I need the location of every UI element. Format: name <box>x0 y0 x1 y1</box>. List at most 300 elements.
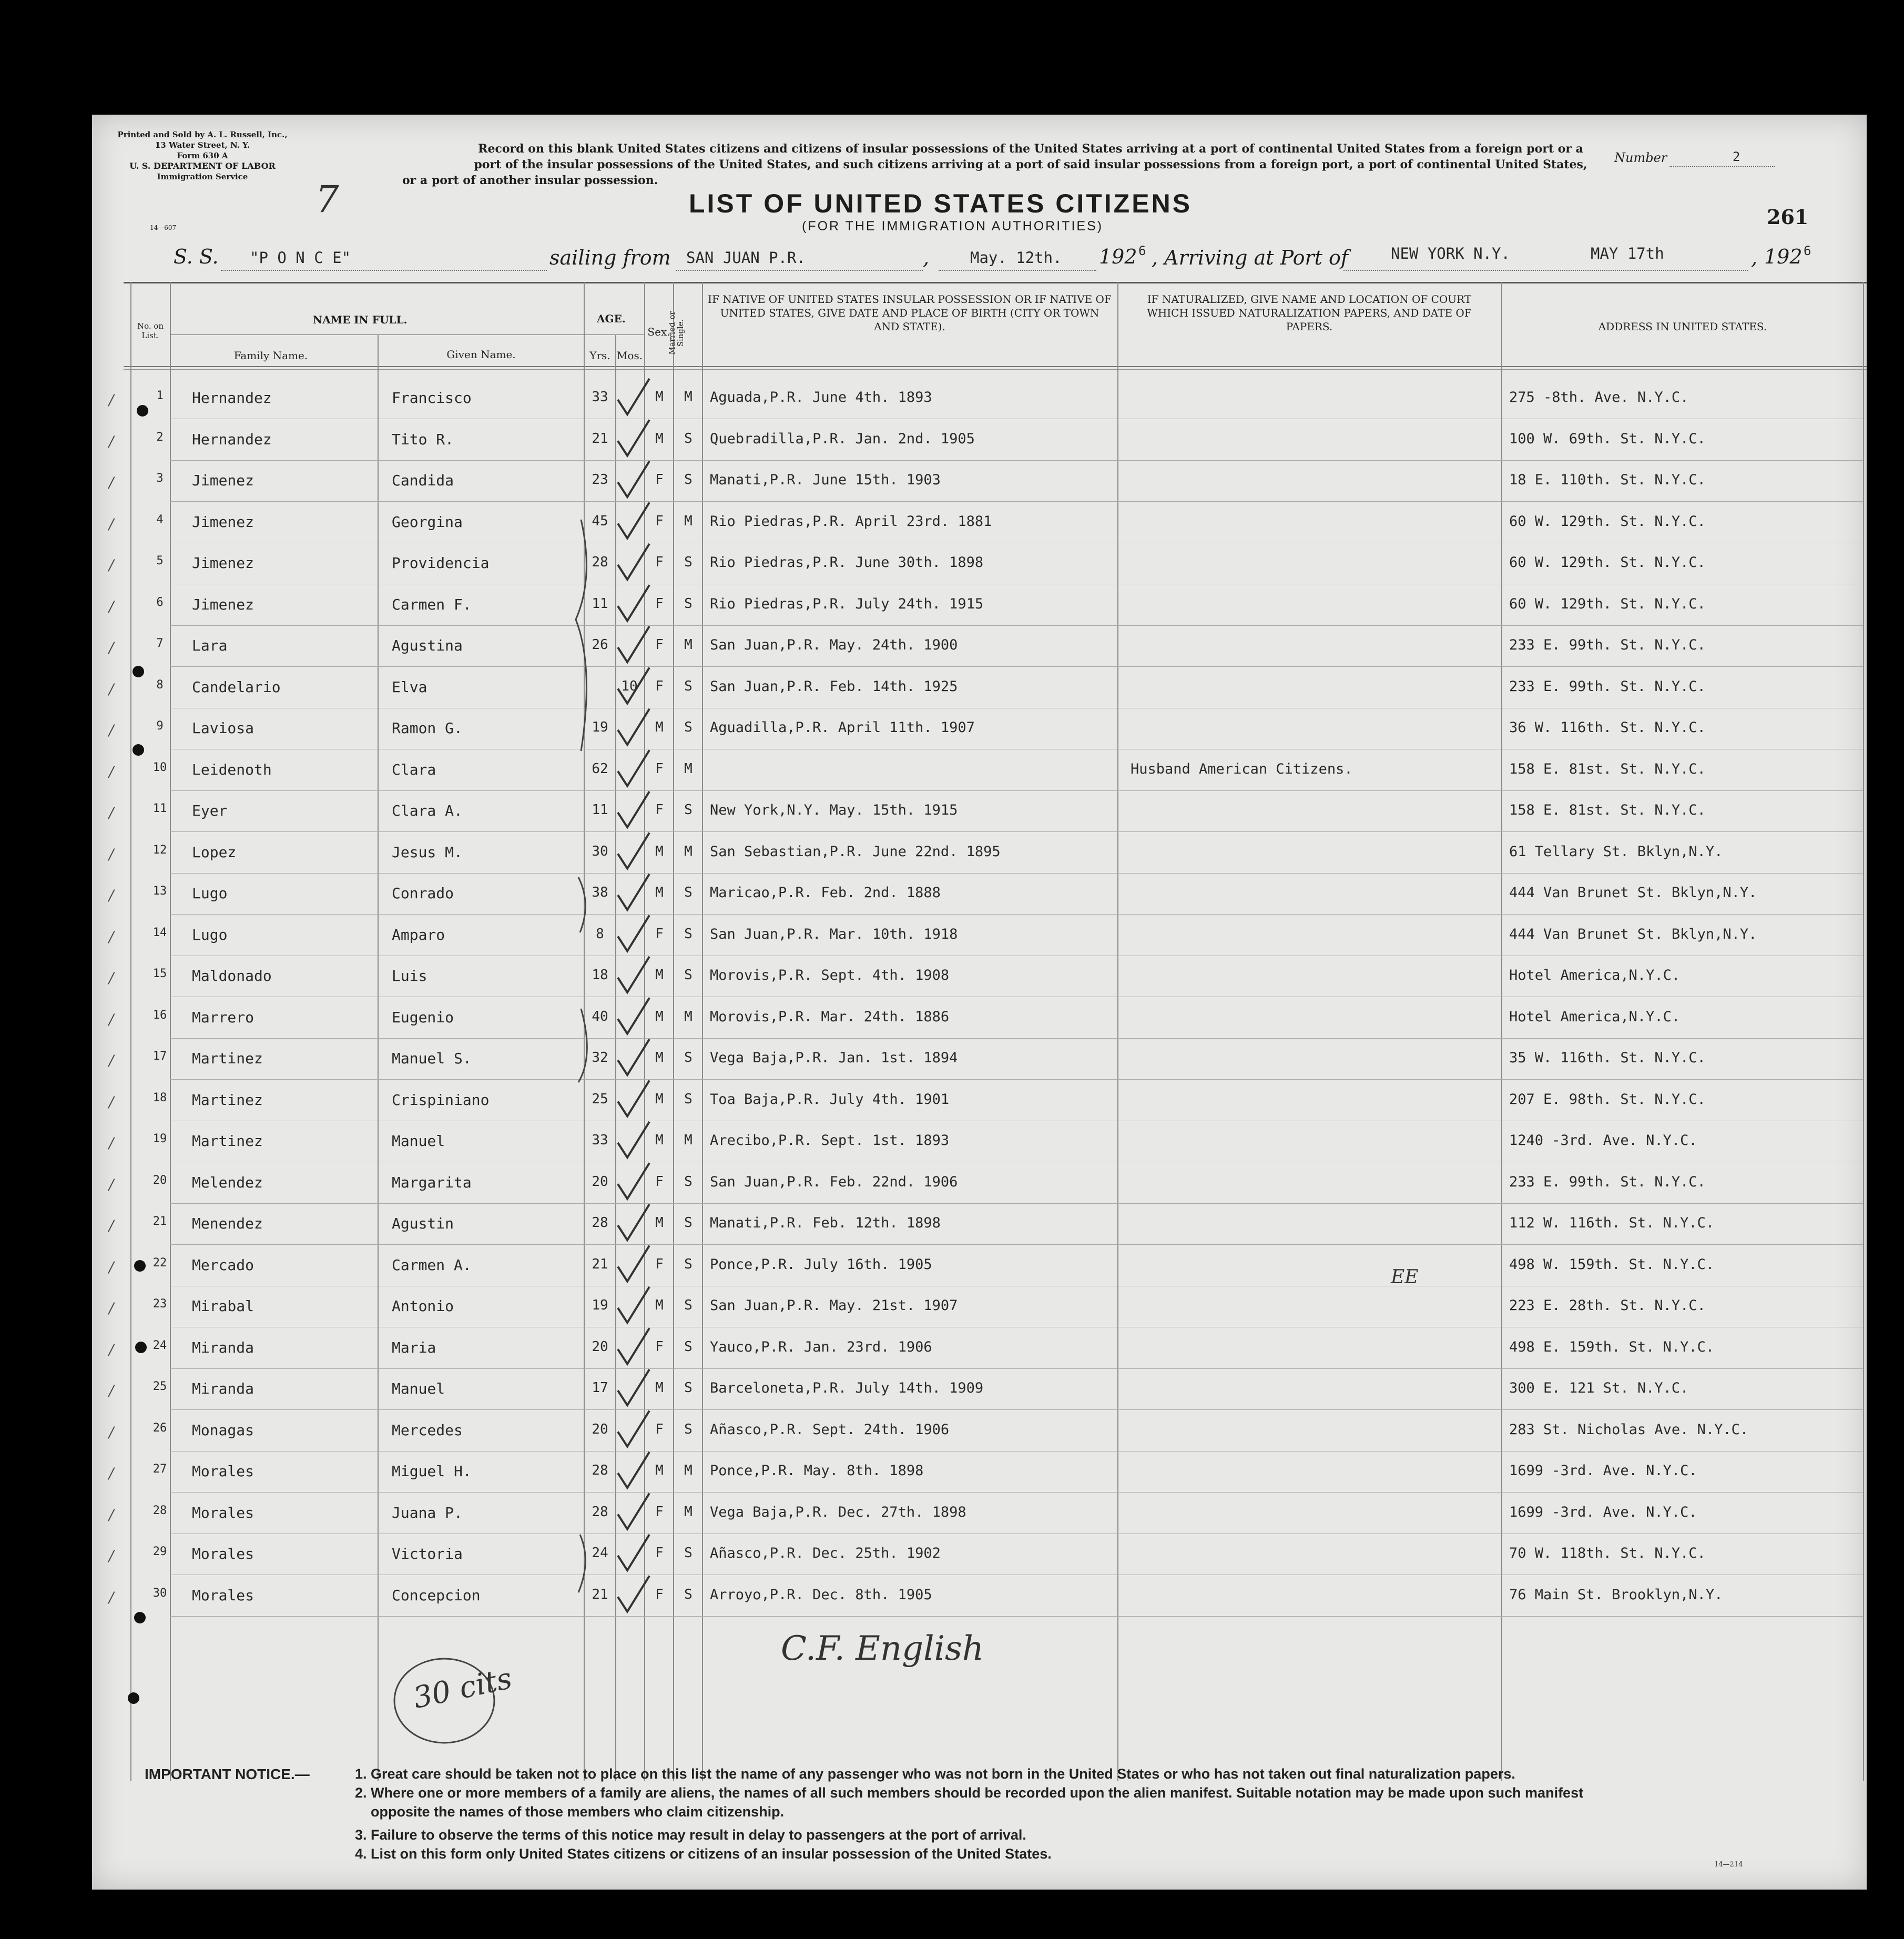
marital-status: M <box>684 1132 693 1148</box>
row-tick-mark: / <box>109 969 114 987</box>
manifest-page <box>92 115 1867 1890</box>
sex: F <box>655 1586 664 1602</box>
notice-label: IMPORTANT NOTICE.— <box>145 1766 310 1782</box>
sex: M <box>655 885 664 900</box>
sex: F <box>655 926 664 942</box>
printer-line: Printed and Sold by A. L. Russell, Inc., <box>117 130 288 139</box>
row-number: 19 <box>152 1132 167 1145</box>
birth-place-date: Rio Piedras,P.R. April 23rd. 1881 <box>710 513 992 530</box>
row-number: 10 <box>152 760 167 774</box>
family-name: Morales <box>192 1586 254 1604</box>
row-tick-mark: / <box>109 680 114 698</box>
birth-place-date: San Juan,P.R. Feb. 22nd. 1906 <box>710 1173 958 1190</box>
us-address: 444 Van Brunet St. Bklyn,N.Y. <box>1509 885 1757 901</box>
given-name: Clara <box>392 760 436 778</box>
age-years: 28 <box>592 1504 608 1520</box>
us-address: 1699 -3rd. Ave. N.Y.C. <box>1509 1463 1697 1479</box>
us-address: 158 E. 81st. St. N.Y.C. <box>1509 760 1706 777</box>
given-name: Crispiniano <box>392 1091 490 1109</box>
sex: M <box>655 1091 664 1107</box>
age-years: 24 <box>592 1545 608 1561</box>
sex: F <box>655 760 664 777</box>
us-address: 498 W. 159th. St. N.Y.C. <box>1509 1256 1715 1273</box>
row-tick-mark: / <box>109 1382 114 1399</box>
bracket-mark <box>578 1535 585 1592</box>
birth-place-date: Rio Piedras,P.R. July 24th. 1915 <box>710 595 984 612</box>
family-name: Monagas <box>192 1421 254 1439</box>
check-mark <box>618 1328 649 1364</box>
sex: M <box>655 1008 664 1024</box>
family-name: Mirabal <box>192 1297 254 1315</box>
family-name: Mercado <box>192 1256 254 1274</box>
age-years: 25 <box>592 1091 608 1107</box>
row-tick-mark: / <box>109 1052 114 1069</box>
family-name: Lopez <box>192 843 237 861</box>
count-note: 30 cits <box>410 1661 515 1715</box>
row-tick-mark: / <box>109 1465 114 1482</box>
given-name: Conrado <box>392 885 454 902</box>
marital-status: M <box>684 389 693 405</box>
marital-status: S <box>684 719 693 735</box>
sex: F <box>655 1256 664 1272</box>
sex: F <box>655 1421 664 1437</box>
sex: F <box>655 513 664 529</box>
row-tick-mark: / <box>109 432 114 450</box>
sail-year-digit: 6 <box>1138 243 1146 258</box>
marital-status: M <box>684 843 693 859</box>
family-name: Jimenez <box>192 513 254 531</box>
page-number: 261 <box>1767 205 1809 229</box>
row-tick-mark: / <box>109 845 114 863</box>
row-number: 4 <box>156 513 164 526</box>
birth-place-date: San Juan,P.R. Mar. 10th. 1918 <box>710 926 958 942</box>
check-mark <box>618 916 649 951</box>
family-name: Martinez <box>192 1132 263 1150</box>
age-years: 20 <box>592 1338 608 1355</box>
given-name: Eugenio <box>392 1008 454 1026</box>
check-mark <box>618 957 649 992</box>
given-name: Carmen A. <box>392 1256 472 1274</box>
age-years: 45 <box>592 513 608 529</box>
row-number: 7 <box>156 637 164 650</box>
page-subtitle: (FOR THE IMMIGRATION AUTHORITIES) <box>802 219 1104 234</box>
given-name: Mercedes <box>392 1421 463 1439</box>
age-years: 62 <box>592 760 608 777</box>
row-number: 3 <box>156 472 164 485</box>
row-number: 6 <box>156 595 164 609</box>
us-address: 207 E. 98th. St. N.Y.C. <box>1509 1091 1706 1108</box>
family-name: Martinez <box>192 1091 263 1109</box>
check-mark <box>618 1122 649 1158</box>
us-address: 1699 -3rd. Ave. N.Y.C. <box>1509 1504 1697 1520</box>
number-value: 2 <box>1733 149 1740 164</box>
given-name: Georgina <box>392 513 463 531</box>
birth-place-date: Maricao,P.R. Feb. 2nd. 1888 <box>710 885 941 901</box>
check-mark <box>618 585 649 621</box>
row-tick-mark: / <box>109 804 114 821</box>
birth-place-date: Barceloneta,P.R. July 14th. 1909 <box>710 1380 984 1396</box>
check-marks <box>618 379 649 1612</box>
row-number: 2 <box>156 430 164 444</box>
birth-place-date: Morovis,P.R. Sept. 4th. 1908 <box>710 967 950 983</box>
check-mark <box>618 1039 649 1075</box>
check-mark <box>618 626 649 662</box>
family-name: Lugo <box>192 885 228 902</box>
marital-status: M <box>684 760 693 777</box>
header-family-name: Family Name. <box>233 349 308 362</box>
given-name: Maria <box>392 1338 436 1356</box>
family-name: Miranda <box>192 1338 254 1356</box>
marital-status: S <box>684 885 693 900</box>
sex: M <box>655 430 664 446</box>
check-mark <box>618 833 649 869</box>
given-name: Clara A. <box>392 802 463 819</box>
sex: F <box>655 637 664 653</box>
row-number: 29 <box>152 1545 167 1558</box>
row-number: 12 <box>152 843 167 857</box>
row-number: 27 <box>152 1463 167 1476</box>
row-number: 22 <box>152 1256 167 1270</box>
given-name: Agustin <box>392 1215 454 1232</box>
comma: , <box>923 246 930 269</box>
us-address: 223 E. 28th. St. N.Y.C. <box>1509 1297 1706 1314</box>
check-mark <box>618 1576 649 1612</box>
check-mark <box>618 1452 649 1488</box>
marital-status: S <box>684 1380 693 1396</box>
birth-place-date: San Juan,P.R. May. 21st. 1907 <box>710 1297 958 1314</box>
marital-status: S <box>684 1297 693 1313</box>
us-address: 60 W. 129th. St. N.Y.C. <box>1509 513 1706 530</box>
row-tick-mark: / <box>109 1588 114 1606</box>
birth-place-date: Vega Baja,P.R. Jan. 1st. 1894 <box>710 1050 958 1066</box>
row-tick-mark: / <box>109 1175 114 1193</box>
given-name: Antonio <box>392 1297 454 1315</box>
initials: EE <box>1391 1266 1419 1288</box>
marital-status: S <box>684 1091 693 1107</box>
sex: F <box>655 1173 664 1190</box>
sex: F <box>655 554 664 570</box>
birth-place-date: Toa Baja,P.R. July 4th. 1901 <box>710 1091 950 1108</box>
birth-place-date: Añasco,P.R. Dec. 25th. 1902 <box>710 1545 941 1561</box>
us-address: 70 W. 118th. St. N.Y.C. <box>1509 1545 1706 1561</box>
header-name-in-full: NAME IN FULL. <box>313 313 408 326</box>
arriving-label: , Arriving at Port of <box>1152 246 1348 269</box>
family-name: Eyer <box>192 802 228 819</box>
check-mark <box>618 1411 649 1447</box>
age-years: 21 <box>592 1256 608 1272</box>
sex: M <box>655 389 664 405</box>
us-address: 36 W. 116th. St. N.Y.C. <box>1509 719 1706 736</box>
marital-status: S <box>684 1173 693 1190</box>
header-address: ADDRESS IN UNITED STATES. <box>1598 320 1767 333</box>
sex: M <box>655 719 664 735</box>
family-name: Laviosa <box>192 719 254 737</box>
row-number: 26 <box>152 1421 167 1435</box>
row-number: 25 <box>152 1380 167 1393</box>
us-address: Hotel America,N.Y.C. <box>1509 967 1681 983</box>
row-number: 24 <box>152 1338 167 1352</box>
row-number: 9 <box>156 719 164 733</box>
comma: , <box>1751 246 1758 269</box>
binding-hole <box>133 666 144 677</box>
birth-place-date: Morovis,P.R. Mar. 24th. 1886 <box>710 1008 950 1025</box>
given-name: Carmen F. <box>392 595 472 613</box>
family-name: Jimenez <box>192 472 254 489</box>
family-name: Morales <box>192 1545 254 1562</box>
header-yrs: Yrs. <box>589 349 610 362</box>
marital-status: S <box>684 430 693 446</box>
check-mark <box>618 1204 649 1240</box>
given-name: Agustina <box>392 637 463 654</box>
row-number: 20 <box>152 1173 167 1187</box>
family-name: Marrero <box>192 1008 254 1026</box>
us-address: 158 E. 81st. St. N.Y.C. <box>1509 802 1706 818</box>
us-address: 1240 -3rd. Ave. N.Y.C. <box>1509 1132 1697 1149</box>
family-name: Menendez <box>192 1215 263 1232</box>
family-name: Candelario <box>192 678 281 696</box>
us-address: 35 W. 116th. St. N.Y.C. <box>1509 1050 1706 1066</box>
us-address: 233 E. 99th. St. N.Y.C. <box>1509 1173 1706 1190</box>
birth-place-date: Manati,P.R. Feb. 12th. 1898 <box>710 1215 941 1231</box>
sex: F <box>655 802 664 818</box>
check-mark <box>618 709 649 745</box>
row-tick-mark: / <box>109 1341 114 1358</box>
check-mark <box>618 1535 649 1570</box>
sex: M <box>655 1380 664 1396</box>
binding-hole <box>134 1260 146 1272</box>
us-address: 233 E. 99th. St. N.Y.C. <box>1509 678 1706 695</box>
family-name: Jimenez <box>192 554 254 572</box>
marital-status: S <box>684 678 693 694</box>
check-mark <box>618 1494 649 1529</box>
notice-item: opposite the names of those members who claim citizenship. <box>371 1804 785 1820</box>
marital-status: S <box>684 967 693 983</box>
age-years: 32 <box>592 1050 608 1065</box>
row-tick-mark: / <box>109 391 114 409</box>
row-number: 1 <box>156 389 164 402</box>
family-name: Morales <box>192 1463 254 1480</box>
us-address: 300 E. 121 St. N.Y.C. <box>1509 1380 1689 1396</box>
check-mark <box>618 874 649 910</box>
arrive-year-prefix: 192 <box>1764 245 1803 268</box>
age-years: 19 <box>592 719 608 735</box>
row-number: 18 <box>152 1091 167 1104</box>
given-name: Victoria <box>392 1545 463 1562</box>
row-tick-mark: / <box>109 763 114 780</box>
marital-status: S <box>684 554 693 570</box>
birth-place-date: Manati,P.R. June 15th. 1903 <box>710 472 941 488</box>
check-mark <box>618 544 649 580</box>
sex: F <box>655 595 664 612</box>
age-years: 33 <box>592 389 608 405</box>
family-name: Hernandez <box>192 430 272 448</box>
row-number: 15 <box>152 967 167 980</box>
sail-date: May. 12th. <box>970 249 1062 267</box>
check-mark <box>618 791 649 827</box>
marital-status: S <box>684 1050 693 1065</box>
birth-place-date: Aguada,P.R. June 4th. 1893 <box>710 389 932 405</box>
binding-hole <box>134 1612 146 1623</box>
given-name: Manuel <box>392 1380 445 1397</box>
handwritten-mark: 7 <box>315 178 339 221</box>
marital-status: S <box>684 1256 693 1272</box>
age-years: 38 <box>592 885 608 900</box>
us-address: 283 St. Nicholas Ave. N.Y.C. <box>1509 1421 1749 1438</box>
header-age: AGE. <box>597 312 626 325</box>
row-tick-mark: / <box>109 928 114 946</box>
check-mark <box>618 503 649 539</box>
row-number: 14 <box>152 926 167 939</box>
row-tick-mark: / <box>109 1093 114 1111</box>
header-naturalized: IF NATURALIZED, GIVE NAME AND LOCATION OF COURT WHICH ISSUED NATURALIZATION PAPERS, AND DATE OF PAPERS. <box>1147 293 1472 333</box>
handwriting-layer <box>92 115 1867 1890</box>
age-years: 11 <box>592 595 608 612</box>
sail-year-prefix: 192 <box>1099 245 1137 268</box>
instruction-line: Record on this blank United States citizens and citizens of insular possessions of the United States arriving at a port of continental United States from a foreign port or a <box>478 142 1583 156</box>
check-mark <box>618 1246 649 1282</box>
check-mark <box>618 1369 649 1405</box>
given-name: Manuel <box>392 1132 445 1150</box>
family-name: Melendez <box>192 1173 263 1191</box>
us-address: 60 W. 129th. St. N.Y.C. <box>1509 595 1706 612</box>
check-mark <box>618 998 649 1034</box>
sex: F <box>655 1338 664 1355</box>
sex: M <box>655 1215 664 1231</box>
row-tick-mark: / <box>109 639 114 656</box>
given-name: Elva <box>392 678 427 696</box>
row-number: 5 <box>156 554 164 567</box>
given-name: Juana P. <box>392 1504 463 1521</box>
naturalization: Husband American Citizens. <box>1131 760 1353 777</box>
given-name: Luis <box>392 967 427 984</box>
row-tick-mark: / <box>109 722 114 739</box>
birth-place-date: Quebradilla,P.R. Jan. 2nd. 1905 <box>710 430 975 447</box>
header-birth: IF NATIVE OF UNITED STATES INSULAR POSSESSION OR IF NATIVE OF UNITED STATES, GIVE DATE AND PLACE OF BIRTH (CITY OR TOWN AND STATE). <box>708 293 1112 333</box>
printer-line: Form 630 A <box>177 151 228 160</box>
family-name: Maldonado <box>192 967 272 984</box>
marital-status: S <box>684 1421 693 1437</box>
row-number: 8 <box>156 678 164 692</box>
printer-line: Immigration Service <box>157 172 248 181</box>
us-address: 60 W. 129th. St. N.Y.C. <box>1509 554 1706 571</box>
sailing-label: sailing from <box>549 246 671 269</box>
row-number: 13 <box>152 885 167 898</box>
birth-place-date: Ponce,P.R. July 16th. 1905 <box>710 1256 932 1273</box>
family-name: Morales <box>192 1504 254 1521</box>
header-married-single: Married or Single. <box>667 311 685 355</box>
header-given-name: Given Name. <box>446 348 516 361</box>
binding-hole <box>137 405 148 417</box>
marital-status: S <box>684 1586 693 1602</box>
birth-place-date: Arecibo,P.R. Sept. 1st. 1893 <box>710 1132 950 1149</box>
row-tick-mark: / <box>109 1134 114 1152</box>
age-years: 17 <box>592 1380 608 1396</box>
instruction-line: or a port of another insular possession. <box>402 174 658 187</box>
birth-place-date: San Juan,P.R. May. 24th. 1900 <box>710 637 958 653</box>
us-address: 275 -8th. Ave. N.Y.C. <box>1509 389 1689 405</box>
given-name: Candida <box>392 472 454 489</box>
family-name: Leidenoth <box>192 760 272 778</box>
to-port: NEW YORK N.Y. <box>1391 245 1510 262</box>
given-name: Francisco <box>392 389 472 407</box>
given-name: Margarita <box>392 1173 472 1191</box>
age-years: 28 <box>592 1463 608 1478</box>
row-tick-mark: / <box>109 556 114 574</box>
row-tick-mark: / <box>109 597 114 615</box>
sex: F <box>655 472 664 488</box>
header-sex: Sex. <box>647 326 670 338</box>
sex: F <box>655 1504 664 1520</box>
us-address: 76 Main St. Brooklyn,N.Y. <box>1509 1586 1723 1603</box>
row-tick-mark: / <box>109 1300 114 1317</box>
marital-status: S <box>684 472 693 488</box>
birth-place-date: San Juan,P.R. Feb. 14th. 1925 <box>710 678 958 695</box>
row-tick-mark: / <box>109 1506 114 1524</box>
marital-status: S <box>684 802 693 818</box>
number-label: Number <box>1614 150 1667 165</box>
row-tick-mark: / <box>109 887 114 904</box>
family-name: Martinez <box>192 1050 263 1067</box>
ss-label: S. S. <box>174 245 219 268</box>
age-years: 26 <box>592 637 608 653</box>
given-name: Miguel H. <box>392 1463 472 1480</box>
marital-status: S <box>684 1545 693 1561</box>
us-address: 18 E. 110th. St. N.Y.C. <box>1509 472 1706 488</box>
sex: F <box>655 1545 664 1561</box>
given-name: Concepcion <box>392 1586 481 1604</box>
row-number: 17 <box>152 1050 167 1063</box>
sex: M <box>655 843 664 859</box>
birth-place-date: New York,N.Y. May. 15th. 1915 <box>710 802 958 818</box>
header-mos: Mos. <box>616 349 643 362</box>
given-name: Manuel S. <box>392 1050 472 1067</box>
check-mark <box>618 1163 649 1199</box>
age-months: 10 <box>621 678 638 694</box>
birth-place-date: Aguadilla,P.R. April 11th. 1907 <box>710 719 975 736</box>
family-name: Miranda <box>192 1380 254 1397</box>
marital-status: S <box>684 595 693 612</box>
marital-status: M <box>684 1008 693 1024</box>
check-mark <box>618 1081 649 1116</box>
us-address: 61 Tellary St. Bklyn,N.Y. <box>1509 843 1723 860</box>
check-mark <box>618 668 649 704</box>
birth-place-date: Vega Baja,P.R. Dec. 27th. 1898 <box>710 1504 966 1520</box>
row-number: 23 <box>152 1297 167 1311</box>
family-name: Jimenez <box>192 595 254 613</box>
form-code-top: 14—607 <box>150 224 177 231</box>
check-mark <box>618 461 649 497</box>
row-tick-mark: / <box>109 1423 114 1441</box>
bracket-mark <box>578 877 585 932</box>
row-number: 21 <box>152 1215 167 1228</box>
bracket-mark <box>578 1009 587 1082</box>
notice-item: 4. List on this form only United States citizens or citizens of an insular possession of the United States. <box>355 1846 1052 1862</box>
sex: M <box>655 1132 664 1148</box>
family-name: Hernandez <box>192 389 272 407</box>
notice-item: 3. Failure to observe the terms of this notice may result in delay to passengers at the port of arrival. <box>355 1827 1026 1843</box>
marital-status: M <box>684 637 693 653</box>
age-years: 30 <box>592 843 608 859</box>
age-years: 20 <box>592 1421 608 1437</box>
us-address: 112 W. 116th. St. N.Y.C. <box>1509 1215 1715 1231</box>
us-address: Hotel America,N.Y.C. <box>1509 1008 1681 1025</box>
age-years: 20 <box>592 1173 608 1190</box>
marital-status: S <box>684 1338 693 1355</box>
form-code-bottom: 14—214 <box>1714 1861 1743 1869</box>
arrive-date: MAY 17th <box>1591 245 1664 262</box>
row-number: 11 <box>152 802 167 815</box>
signature: C.F. English <box>781 1629 984 1668</box>
